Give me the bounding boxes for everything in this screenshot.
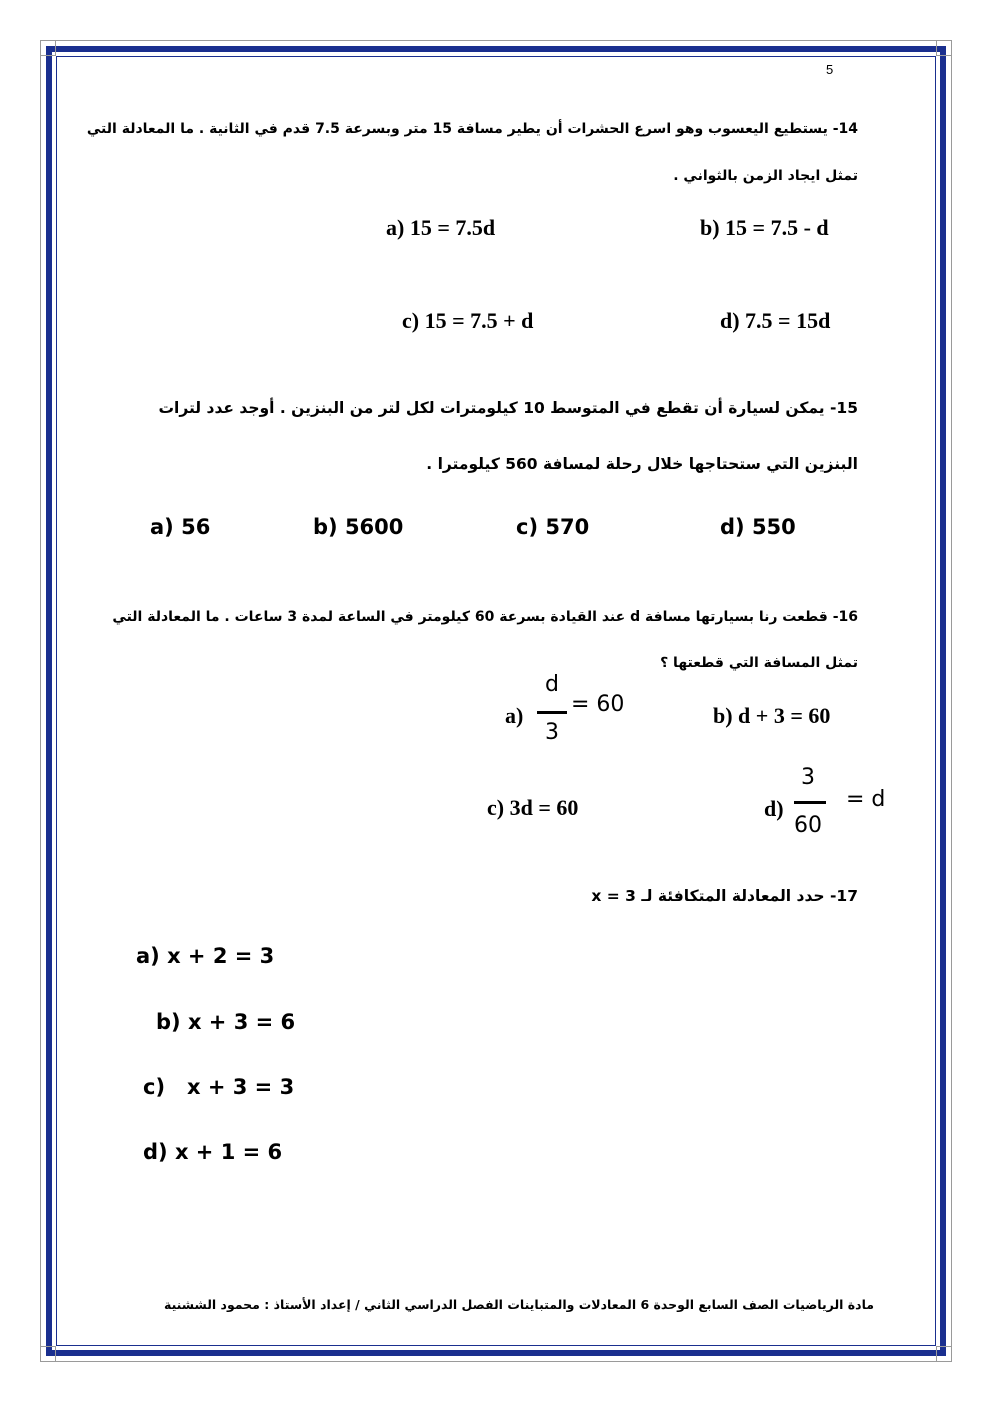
q16-option-c: c) 3d = 60 [487,795,579,820]
q16-option-a-label: a) [505,703,524,728]
q16-option-d-fraction [791,765,891,849]
q15-text-line1: 15- يمكن لسيارة أن تقطع في المتوسط 10 كيلومترات لكل لتر من البنزين . أوجد عدد لترات [158,399,858,417]
frame-corner-top-right [936,40,952,56]
fraction-bar [537,711,567,714]
frame-corner-bottom-right [936,1346,952,1362]
page-number: 5 [826,62,834,77]
q16-option-d-numerator: 3 [801,765,815,790]
q14-option-d: d) 7.5 = 15d [720,308,831,333]
q16-option-b: b) d + 3 = 60 [713,703,831,728]
fraction-bar [794,801,826,804]
q15-option-c: c) 570 [516,515,590,539]
q14-text-line1: 14- يستطيع اليعسوب وهو اسرع الحشرات أن يطير مسافة 15 متر وبسرعة 7.5 قدم في الثانية . ما المعادلة التي [86,121,858,137]
q17-text-line1: 17- حدد المعادلة المتكافئة لـ x = 3 [591,887,858,905]
q17-option-c: c) x + 3 = 3 [143,1075,295,1099]
q14-option-b: b) 15 = 7.5 - d [700,215,829,240]
q16-option-a-rhs: = 60 [571,692,625,717]
q17-option-b: b) x + 3 = 6 [156,1010,296,1034]
q17-option-a: a) x + 2 = 3 [136,944,275,968]
q15-text-line2: البنزين التي ستحتاجها خلال رحلة لمسافة 560 كيلومترا . [426,455,858,473]
q16-option-d-label: d) [764,796,784,821]
q15-option-d: d) 550 [720,515,796,539]
frame-corner-bottom-left [40,1346,56,1362]
q16-text-line1: 16- قطعت رنا بسيارتها مسافة d عند القيادة بسرعة 60 كيلومتر في الساعة لمدة 3 ساعات . ما المعادلة التي [112,609,858,625]
q15-option-b: b) 5600 [313,515,404,539]
page-footer: مادة الرياضيات الصف السابع الوحدة 6 المعادلات والمتباينات الفصل الدراسي الثاني / إعداد الأستاذ : محمود الششنية [163,1297,874,1312]
q14-text-line2: تمثل ايجاد الزمن بالثواني . [673,168,858,184]
q16-option-a-numerator: d [545,672,559,697]
q16-option-d-rhs: = d [846,787,886,812]
q15-option-a: a) 56 [150,515,211,539]
q14-option-c: c) 15 = 7.5 + d [402,308,534,333]
q16-option-d-denominator: 60 [794,813,822,838]
q17-option-d: d) x + 1 = 6 [143,1140,283,1164]
q16-option-a-denominator: 3 [545,720,559,745]
q16-option-a-fraction [535,672,625,752]
q14-option-a: a) 15 = 7.5d [386,215,496,240]
frame-corner-top-left [40,40,56,56]
q16-text-line2: تمثل المسافة التي قطعتها ؟ [660,655,858,671]
